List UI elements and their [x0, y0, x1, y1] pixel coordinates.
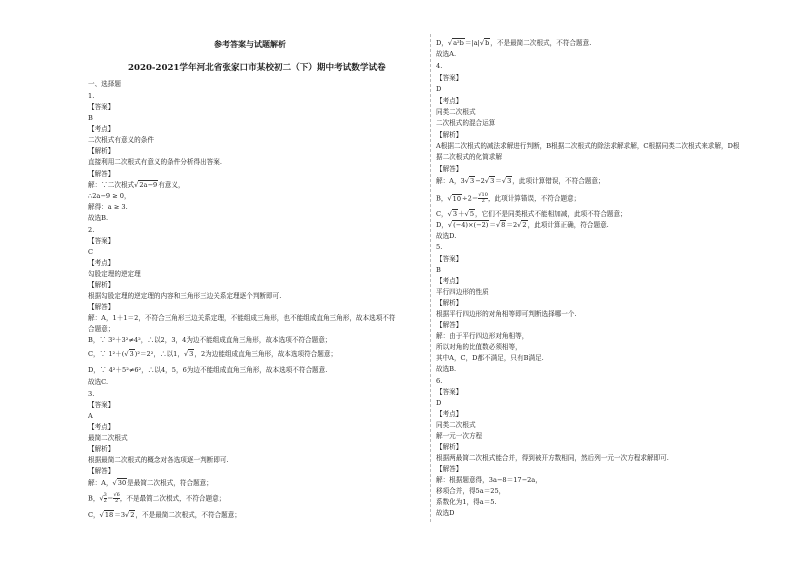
q3-analysis: 根据最简二次根式的概念对各选项逐一判断即可.	[88, 456, 229, 464]
q6-point: 解一元一次方程	[436, 432, 483, 440]
q6-solution-line: 解：根据题意得，3a−8＝17−2a，	[436, 476, 542, 484]
q5-analysis: 根据平行四边形的对角相等即可判断选择哪一个.	[436, 310, 577, 318]
q1-analysis: 直接利用二次根式有意义的条件分析得出答案.	[88, 158, 222, 166]
q5-answer: B	[436, 266, 441, 274]
q2-point-tag: 【考点】	[88, 259, 115, 267]
q4-solution-line: D，√(−4)×(−2)＝√8＝2√2，此项计算正确，符合题意.	[436, 221, 609, 229]
q1-solution-tag: 【解答】	[88, 170, 115, 178]
q5-solution-line: 故选B.	[436, 365, 457, 373]
q5-solution-line: 解：由于平行四边形对角相等，	[436, 332, 529, 340]
q5-answer-tag: 【答案】	[436, 255, 463, 263]
q1-point: 二次根式有意义的条件	[88, 136, 154, 144]
q3-point: 最简二次根式	[88, 434, 128, 442]
q3-analysis-tag: 【解析】	[88, 445, 115, 453]
q3-solution-line: B，√ $\frac{3}{2}$ ＝ $\frac{√6}{2}$ ，不是最简二次根式，不符合题意；	[88, 492, 226, 504]
q6-point-tag: 【考点】	[436, 410, 463, 418]
q4-solution-line: C，√3＋√5，它们不是同类根式不能相加减，此项不符合题意；	[436, 210, 627, 218]
q1-answer: B	[88, 114, 93, 122]
q4-analysis: A根据二次根式的减法求解进行判断，B根据二次根式的除法求解求解，C根据同类二次根式来求解，D根	[436, 142, 740, 150]
q3-answer: A	[88, 412, 93, 420]
q4-answer: D	[436, 85, 442, 93]
q1-solution-line: 故选B.	[88, 214, 109, 222]
q6-answer-tag: 【答案】	[436, 388, 463, 396]
q3-solution-tag: 【解答】	[88, 467, 115, 475]
q3-solution-line: 解：A，√30是最简二次根式，符合题意；	[88, 479, 213, 487]
q5-point: 平行四边形的性质	[436, 288, 489, 296]
q6-point: 同类二次根式	[436, 421, 476, 429]
q4-solution-line: 故选D.	[436, 232, 457, 240]
q6-number: 6.	[436, 377, 443, 385]
q1-analysis-tag: 【解析】	[88, 147, 115, 155]
q4-analysis-tag: 【解析】	[436, 131, 463, 139]
q1-number: 1.	[88, 92, 95, 100]
exam-title: 2020-2021学年河北省张家口市某校初二（下）期中考试数学试卷	[128, 63, 386, 73]
column-divider	[430, 34, 431, 522]
q6-solution-tag: 【解答】	[436, 465, 463, 473]
q6-solution-line: 故选D	[436, 509, 455, 517]
q5-number: 5.	[436, 243, 443, 251]
q1-answer-tag: 【答案】	[88, 103, 115, 111]
q4-point-tag: 【考点】	[436, 97, 463, 105]
q3-point-tag: 【考点】	[88, 423, 115, 431]
q6-answer: D	[436, 399, 442, 407]
q5-analysis-tag: 【解析】	[436, 299, 463, 307]
q3-solution-line: 故选A.	[436, 50, 457, 58]
q6-analysis: 根据两最简二次根式能合并，得到被开方数相同，然后列一元一次方程求解即可.	[436, 454, 669, 462]
q4-solution-tag: 【解答】	[436, 165, 463, 173]
q2-solution-line: 故选C.	[88, 378, 109, 386]
q2-number: 2.	[88, 226, 95, 234]
page-title: 参考答案与试题解析	[214, 39, 286, 49]
q2-point: 勾股定理的逆定理	[88, 270, 141, 278]
q5-solution-tag: 【解答】	[436, 321, 463, 329]
q6-solution-line: 移项合并，得5a＝25，	[436, 487, 506, 495]
q4-answer-tag: 【答案】	[436, 74, 463, 82]
q1-solution-line: ∴2a−9 ≥ 0，	[88, 192, 131, 200]
q4-number: 4.	[436, 62, 443, 70]
q4-point: 同类二次根式	[436, 108, 476, 116]
section-heading: 一、选择题	[88, 80, 121, 88]
q3-solution-line: C，√18＝3√2，不是最简二次根式，不符合题意；	[88, 511, 241, 519]
q2-solution-line: C，∵ 1²＋(√3)²＝2²，∴以1，√3，2为边能组成直角三角形，故本选项符合题意；	[88, 350, 338, 358]
q3-solution-line: D，√a²b＝|a|√b，不是最简二次根式，不符合题意.	[436, 39, 592, 47]
q4-solution-line: 解：A，3√3−2√3＝√3，此项计算错误，不符合题意；	[436, 177, 605, 185]
q4-solution-line: B，√10÷2＝ $\frac{√10}{2}$ ，此项计算错误，不符合题意；	[436, 192, 581, 204]
q2-answer: C	[88, 248, 94, 256]
q5-point-tag: 【考点】	[436, 277, 463, 285]
q6-solution-line: 系数化为1，得a＝5.	[436, 498, 497, 506]
q2-solution-line: B，∵ 3²＋3²≠4²，∴以2，3，4为边不能组成直角三角形，故本选项不符合题意；	[88, 336, 332, 344]
q6-analysis-tag: 【解析】	[436, 443, 463, 451]
q2-solution-line: 合题意；	[88, 325, 115, 333]
q1-solution-line: 解得：a ≥ 3.	[88, 203, 128, 211]
q2-answer-tag: 【答案】	[88, 237, 115, 245]
q2-analysis-tag: 【解析】	[88, 281, 115, 289]
q1-solution-line: 解：∵二次根式√2a−9有意义，	[88, 181, 185, 189]
q3-number: 3.	[88, 390, 95, 398]
q2-solution-line: D，∵ 4²＋5²≠6²，∴以4，5，6为边不能组成直角三角形，故本选项不符合题意.	[88, 366, 328, 374]
q3-answer-tag: 【答案】	[88, 401, 115, 409]
q5-solution-line: 其中A，C，D都不满足，只有B满足.	[436, 354, 544, 362]
q2-solution-line: 解：A，1＋1＝2，不符合三角形三边关系定理，不能组成三角形，也不能组成直角三角形，故本选项不符	[88, 314, 396, 322]
q4-point: 二次根式的混合运算	[436, 119, 496, 127]
q5-solution-line: 所以对角的比值数必须相等，	[436, 343, 522, 351]
q2-solution-tag: 【解答】	[88, 303, 115, 311]
q2-analysis: 根据勾股定理的逆定理的内容和三角形三边关系定理逐个判断即可.	[88, 292, 282, 300]
q1-point-tag: 【考点】	[88, 125, 115, 133]
q4-analysis: 据二次根式的化简求解	[436, 153, 502, 161]
